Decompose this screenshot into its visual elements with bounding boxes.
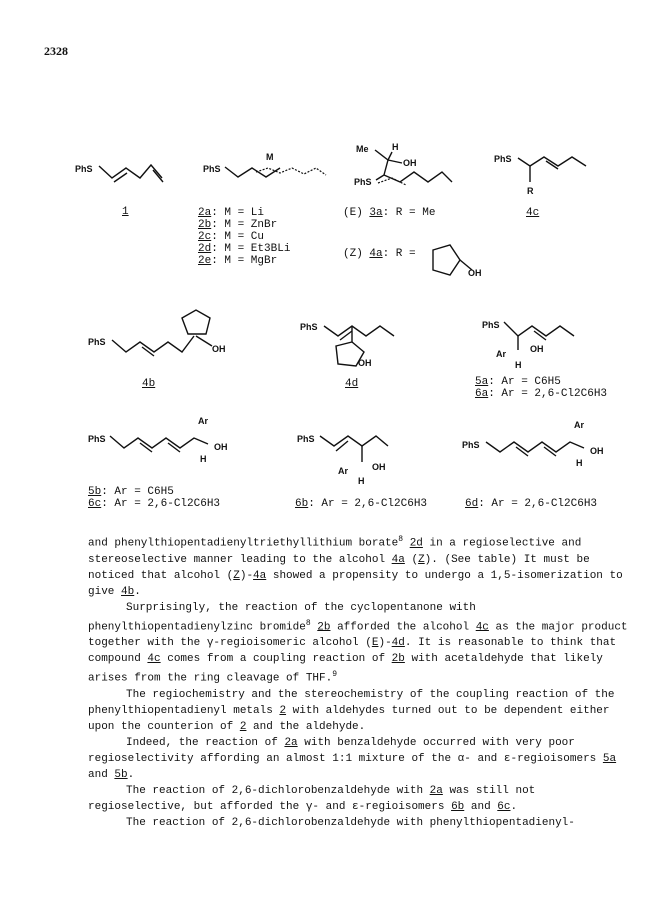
oh-atom: OH bbox=[530, 344, 544, 354]
oh-atom: OH bbox=[468, 268, 482, 278]
paragraph: Indeed, the reaction of 2a with benzaldehyde occurred with very poor regioselectivity affording an almost 1:1 mixture of the α- and ε-regioisomers 5a and 5b. bbox=[88, 736, 617, 781]
paragraph: The reaction of 2,6-dichlorobenzaldehyde with 2a was still not regioselective, but afforded the γ- and ε-regioisomers 6b and 6c. bbox=[88, 784, 536, 813]
ar-atom: Ar bbox=[574, 420, 585, 430]
paragraph: Surprisingly, the reaction of the cyclopentanone with phenylthiopentadienylzinc bromide$^8$ 2b afforded the alcohol 4c as the major product together with the γ-regioisomeric alcohol (E)-4d. It is reasonable to think that compound 4c comes from a coupling reaction of 2b with acetaldehyde that likely arises from the ring cleavage of THF.$^9$ bbox=[88, 601, 628, 685]
compound-5a-structure bbox=[482, 320, 574, 370]
compound-reference: 4a bbox=[253, 569, 267, 582]
compound-reference: 6c bbox=[497, 800, 511, 813]
h-atom: H bbox=[358, 476, 365, 486]
compound-3a-structure bbox=[354, 142, 452, 187]
reference-superscript: 8 bbox=[398, 535, 404, 544]
oh-atom: OH bbox=[403, 158, 417, 168]
compound-2-structure bbox=[203, 152, 326, 177]
oh-atom: OH bbox=[358, 358, 372, 368]
compound-3a-legend: (E) 3a: R = Me bbox=[343, 207, 436, 219]
phs-atom: PhS bbox=[462, 440, 480, 450]
reference-superscript: 9 bbox=[332, 670, 338, 680]
ar-atom: Ar bbox=[338, 466, 349, 476]
compound-reference: E bbox=[371, 637, 379, 650]
compound-reference: Z bbox=[418, 553, 425, 566]
compound-6d-legend: 6d: Ar = 2,6-Cl2C6H3 bbox=[465, 498, 598, 510]
phs-atom: PhS bbox=[297, 434, 315, 444]
legend-line: 2c: M = Cu bbox=[198, 231, 265, 243]
ar-atom: Ar bbox=[496, 349, 507, 359]
paragraph: and phenylthiopentadienyltriethyllithium borate$^8$ 2d in a regioselective and stereoselective manner leading to the alcohol 4a (Z). (See table) It must be noticed that alcohol (Z)-4a showed a propensity to undergo a 1,5-isomerization to give 4b. bbox=[88, 535, 623, 598]
r-atom: R bbox=[527, 186, 534, 196]
h-atom: H bbox=[392, 142, 399, 152]
compound-5b-legend: 5b: Ar = C6H5 bbox=[88, 486, 174, 498]
compound-label-1: 1 bbox=[122, 206, 129, 218]
phs-atom: PhS bbox=[494, 154, 512, 164]
compound-reference: 2b bbox=[317, 621, 331, 634]
compound-5b-structure bbox=[88, 416, 228, 464]
oh-atom: OH bbox=[212, 344, 226, 354]
legend-line: 2d: M = Et3BLi bbox=[198, 243, 291, 255]
compound-4b-structure bbox=[88, 310, 226, 356]
ar-atom: Ar bbox=[198, 416, 209, 426]
phs-atom: PhS bbox=[203, 164, 221, 174]
me-atom: Me bbox=[356, 144, 369, 154]
oh-atom: OH bbox=[214, 442, 228, 452]
compound-6b-structure bbox=[297, 434, 388, 486]
compound-reference: 4b bbox=[121, 585, 135, 598]
compound-label-4d: 4d bbox=[345, 378, 359, 390]
compound-reference: 2d bbox=[409, 537, 423, 550]
paragraph: The regiochemistry and the stereochemistry of the coupling reaction of the phenylthiopentadienyl metals 2 with aldehydes turned out to be dependent either upon the counterion of 2 and the aldehyde. bbox=[88, 688, 615, 733]
h-atom: H bbox=[515, 360, 522, 370]
compound-6a-legend: 6a: Ar = 2,6-Cl2C6H3 bbox=[475, 388, 608, 400]
h-atom: H bbox=[576, 458, 583, 468]
paragraph: The reaction of 2,6-dichlorobenzaldehyde with phenylthiopentadienyl- bbox=[126, 816, 575, 829]
phs-atom: PhS bbox=[300, 322, 318, 332]
compound-6c-legend: 6c: Ar = 2,6-Cl2C6H3 bbox=[88, 498, 221, 510]
h-atom: H bbox=[200, 454, 207, 464]
compound-6d-structure bbox=[462, 420, 604, 468]
compound-4d-structure bbox=[300, 322, 394, 368]
compound-reference: 2a bbox=[429, 784, 443, 797]
body-text bbox=[88, 532, 633, 831]
oh-atom: OH bbox=[372, 462, 386, 472]
compound-reference: 4d bbox=[391, 637, 405, 650]
compound-reference: 2b bbox=[391, 653, 405, 666]
compound-reference: 2a bbox=[284, 736, 298, 749]
compound-label-4c: 4c bbox=[526, 207, 540, 219]
cyclopentanol-r-group bbox=[433, 245, 482, 278]
phs-atom: PhS bbox=[88, 434, 106, 444]
compound-reference: 4a bbox=[391, 553, 405, 566]
metal-atom: M bbox=[266, 152, 274, 162]
phs-atom: PhS bbox=[75, 164, 93, 174]
compound-6b-legend: 6b: Ar = 2,6-Cl2C6H3 bbox=[295, 498, 428, 510]
compound-4a-legend: (Z) 4a: R = bbox=[343, 248, 416, 260]
phs-atom: PhS bbox=[482, 320, 500, 330]
compound-reference: 4c bbox=[475, 621, 489, 634]
compound-reference: 5a bbox=[602, 752, 617, 765]
oh-atom: OH bbox=[590, 446, 604, 456]
phs-atom: PhS bbox=[354, 177, 372, 187]
compound-reference: 6b bbox=[451, 800, 465, 813]
compound-reference: 5b bbox=[114, 768, 128, 781]
page-number: 2328 bbox=[44, 44, 68, 58]
compound-1-structure bbox=[75, 164, 163, 182]
phs-atom: PhS bbox=[88, 337, 106, 347]
compound-reference: 4c bbox=[147, 653, 161, 666]
compound-reference: 2 bbox=[239, 720, 247, 733]
compound-reference: Z bbox=[233, 569, 240, 582]
legend-line: 2e: M = MgBr bbox=[198, 255, 278, 267]
compound-reference: 2 bbox=[279, 704, 287, 717]
compound-4c-structure bbox=[494, 154, 586, 196]
compound-label-4b: 4b bbox=[142, 378, 156, 390]
compound-5a-legend: 5a: Ar = C6H5 bbox=[475, 376, 561, 388]
legend-line: 2b: M = ZnBr bbox=[198, 219, 278, 231]
legend-line: 2a: M = Li bbox=[198, 207, 265, 219]
reference-superscript: 8 bbox=[305, 618, 311, 628]
